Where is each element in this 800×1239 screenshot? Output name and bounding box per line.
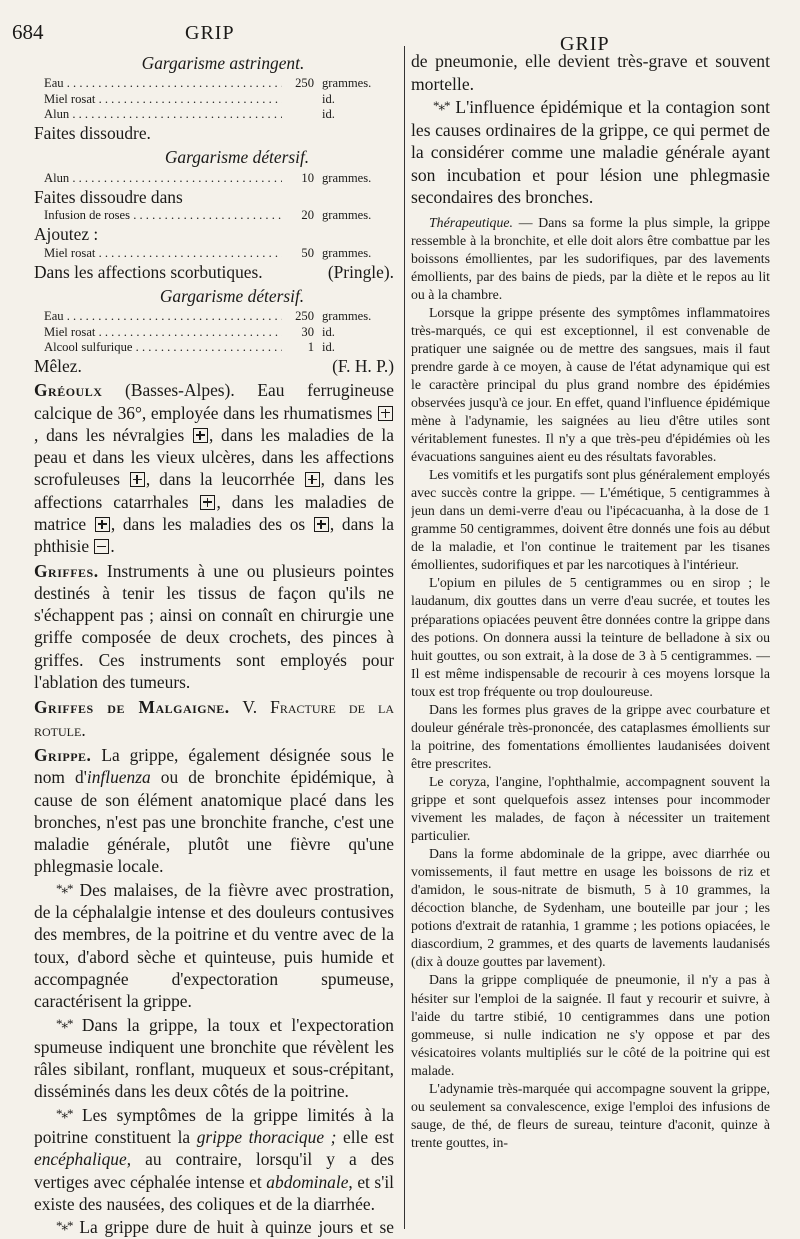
quantity: 250 — [295, 76, 314, 91]
quantity: 20 — [301, 208, 314, 222]
ingredient: Eau . . . — [44, 76, 282, 91]
paragraph: *⁎* La grippe dure de huit à quinze jours et se — [56, 1217, 394, 1238]
cross-reference: Fracture de la rotule. — [34, 697, 394, 740]
formula-row — [34, 92, 394, 107]
right-intro — [411, 50, 770, 209]
unit: grammes. — [322, 309, 372, 324]
paragraph: de pneumonie, elle devient très-grave et souvent mortelle. — [411, 51, 770, 94]
paragraph: Thérapeutique. — Dans sa forme la plus simple, la grippe ressemble à la bronchite, et elle doit alors être combattue par les boissons émollientes, par les sudorifiques, par des lavements émollients, par des bains de pieds, par la diète et le repos au lit ou à la chambre. — [411, 214, 770, 302]
section-label: Thérapeutique. — [429, 214, 513, 230]
quantity: 50 — [301, 245, 314, 260]
headword: Griffes. — [34, 560, 99, 581]
plus-box-icon — [95, 517, 110, 532]
unit: grammes. — [322, 170, 372, 185]
unit: grammes. — [322, 208, 372, 222]
plus-box-icon — [314, 517, 329, 532]
usage-note: Dans les affections scorbutiques. — [34, 261, 263, 282]
formula-row — [34, 171, 394, 186]
formula-row — [34, 325, 394, 340]
right-column — [411, 50, 770, 1152]
entry-grippe: Grippe. La grippe, également désignée sous le nom d'influenza ou de bronchite épidémique, à cause de son élément anatomique placé dans les bronches, n'est pas une bronchite franche, c'est une maladie générale, plutôt une fièvre qu'une phlegmasie locale. — [34, 744, 394, 877]
formula-title: Gargarisme détersif. — [159, 286, 305, 306]
left-column — [34, 50, 394, 1239]
ingredient: Alcool sulfurique . . . — [44, 340, 282, 355]
entry-greoulx: Gréoulx (Basses-Alpes). Eau ferrugineuse calcique de 36°, employée dans les rhumatismes , dans les névralgies , dans les maladies de la peau et dans les vieux ulcères, dans les affections scrofuleuses , dans la leucorrhée , dans les affections catarrhales , dans les maladies de matrice , dans les maladies des os , dans la phthisie . — [34, 380, 394, 557]
formula-row — [34, 107, 394, 122]
plus-box-icon — [378, 406, 393, 421]
asterism-icon: *⁎* — [56, 1218, 73, 1234]
column-divider — [404, 46, 405, 1229]
formula-row — [34, 76, 394, 91]
unit: id. — [322, 106, 335, 121]
formula-source: (F. H. P.) — [332, 355, 394, 376]
paragraph: Dans les formes plus graves de la grippe avec courbature et douleur générale très-prononcée, des cataplasmes émollients sur la poitrine, des fomentations émollientes laudanisées doivent être prescrites. — [411, 701, 770, 771]
paragraph: Dans la forme abdominale de la grippe, avec diarrhée ou vomissements, il faut mettre en usage les boissons de riz et d'amidon, le sous-nitrate de bismuth, 5 à 10 grammes, la décoction blanche, de Sydenham, une bouteille par jour ; les potions d'extrait de ratanhia, 1 gramme ; les potions opiacées, le diascordium, 2 grammes, et des quarts de lavements laudanisés (dix à douze gouttes par lavement). — [411, 846, 770, 970]
plus-box-icon — [305, 472, 320, 487]
quantity: 10 — [301, 170, 314, 185]
formula-instruction: Faites dissoudre dans — [34, 186, 183, 207]
asterism-icon: *⁎* — [433, 98, 450, 113]
formula-usage — [34, 261, 394, 283]
unit: id. — [322, 91, 335, 106]
headword: Grippe. — [34, 744, 92, 765]
plus-box-icon — [130, 472, 145, 487]
running-head-right: GRIP — [560, 33, 610, 55]
headword: Gréoulx — [34, 380, 103, 401]
quantity: 250 — [295, 309, 314, 324]
headword: Griffes de Malgaigne. — [34, 697, 230, 718]
ingredient: Miel rosat . . . — [44, 325, 282, 340]
ingredient: Alun . . . — [44, 171, 282, 186]
asterism-icon: *⁎* — [56, 1105, 73, 1121]
quantity: 1 — [307, 339, 314, 354]
paragraph: *⁎* L'influence épidémique et la contagion sont les causes ordinaires de la grippe, ce qui permet de la considérer comme une maladie générale ayant son incubation et pour lésion une phlegmasie secondaires des bronches. — [411, 97, 770, 207]
ingredient: Miel rosat . . . — [44, 92, 282, 107]
unit: id. — [322, 324, 335, 339]
quantity: 30 — [301, 324, 314, 339]
minus-box-icon — [94, 539, 109, 554]
formula-instruction: Faites dissoudre. — [34, 122, 151, 143]
plus-box-icon — [200, 495, 215, 510]
paragraph: Les vomitifs et les purgatifs sont plus généralement employés avec succès contre la grippe. — L'émétique, 5 centigrammes à jeun dans un demi-verre d'eau ou l'ipécacuanha, à la dose de 1 gramme 50 centigrammes, doivent être donnés une fois au début de la maladie, et l'on continue le traitement par les tisanes émollientes, sudorifiques et par les narcotiques à l'intérieur. — [411, 467, 770, 573]
unit: id. — [322, 339, 335, 354]
ingredient: Alun . . . — [44, 107, 282, 122]
unit: grammes. — [322, 76, 372, 91]
page-number: 684 — [12, 20, 44, 44]
formula-row — [34, 309, 394, 324]
paragraph: Lorsque la grippe présente des symptômes inflammatoires très-marqués, ce qui est exceptionnel, il est convenable de pratiquer une saignée ou de mettre des sangsues, mais il faut prendre garde à ce moyen, à cause de l'état adynamique qui est le caractère principal du plus grand nombre des épidémies observées jusqu'à ce jour. En effet, quand l'influence épidémique mène à l'adynamie, les saignées au lieu d'être utiles sont véritablement funestes. Il n'y a que très-peu d'épidémies où les évacuations sanguines aient eu des résultats favorables. — [411, 304, 770, 465]
paragraph: *⁎* Des malaises, de la fièvre avec prostration, de la céphalalgie intense et des douleurs contusives des membres, de la poitrine et du ventre avec de la toux, d'abord sèche et quinteuse, puis humide et accompagnée d'expectoration spumeuse, caractérisent la grippe. — [34, 879, 394, 1012]
formula-row — [34, 246, 394, 261]
ingredient: Eau . . . — [44, 309, 282, 324]
paragraph: Le coryza, l'angine, l'ophthalmie, accompagnent souvent la grippe et sont quelquefois assez intenses pour incommoder vivement les malades, de façon à nécessiter un traitement particulier. — [411, 773, 770, 844]
paragraph: Dans la grippe compliquée de pneumonie, il n'y a pas à hésiter sur l'emploi de la saignée. Il faut y recourir et suivre, à l'aide du tartre stibié, 10 centigrammes dans une potion gommeuse, si nulle indication ne s'y oppose et par des vésicatoires volants multipliés sur le côté de la poitrine qui est malade. — [411, 972, 770, 1078]
unit: grammes. — [322, 245, 372, 260]
therapeutics-section — [411, 214, 770, 1152]
plus-box-icon — [193, 428, 208, 443]
formula-title: Gargarisme détersif. — [164, 147, 310, 168]
formula-usage — [34, 355, 394, 377]
ingredient: Infusion de roses . . . — [44, 208, 282, 223]
formula-instruction: Mêlez. — [34, 355, 82, 376]
running-head-left: GRIP — [185, 22, 235, 44]
formula-row — [34, 208, 394, 223]
entry-griffes-malgaigne: Griffes de Malgaigne. V. Fracture de la rotule. — [34, 697, 394, 740]
asterism-icon: *⁎* — [56, 1015, 73, 1031]
ingredient: Miel rosat . . . — [44, 246, 282, 261]
formula-row — [34, 340, 394, 355]
paragraph: *⁎* Dans la grippe, la toux et l'expectoration spumeuse indiquent une bronchite que révèlent les râles sibilant, ronflant, muqueux et sous-crépitant, disséminés dans les deux côtés de la poitrine. — [34, 1014, 394, 1102]
asterism-icon: *⁎* — [56, 880, 73, 896]
entry-griffes: Griffes. Instruments à une ou plusieurs pointes destinés à tenir les tissus de façon qu'ils ne s'échappent pas ; ainsi on connaît en chirurgie une griffe composée de deux crochets, des pinces à griffes. Ces instruments sont employés pour l'ablation des tumeurs. — [34, 560, 394, 693]
formula-source: (Pringle). — [327, 261, 394, 282]
paragraph: *⁎* Les symptômes de la grippe limités à la poitrine constituent la grippe thoracique ; elle est encéphalique, au contraire, lorsqu'il y a des vertiges avec céphalée intense et abdominale, et s'il existe des nausées, des coliques et de la diarrhée. — [34, 1104, 394, 1214]
paragraph: L'opium en pilules de 5 centigrammes ou en sirop ; le laudanum, dix gouttes dans un verre d'eau sucrée, et toutes les préparations opiacées peuvent être données contre la grippe dans des potions. On donnera aussi la teinture de belladone à six ou huit gouttes, ou son extrait, à la dose de 3 à 5 centigrammes. — Il est même indispensable de recourir à ces moyens lorsque la toux est trop fréquente ou trop douloureuse. — [411, 575, 770, 699]
formula-title: Gargarisme astringent. — [141, 53, 305, 73]
paragraph: L'adynamie très-marquée qui accompagne souvent la grippe, ou seulement sa convalescence, exige l'emploi des infusions de sauge, de thé, de fleurs de sureau, teinture d'aconit, quinze à trente gouttes, in- — [411, 1080, 770, 1150]
page-header — [0, 0, 800, 55]
formula-instruction: Ajoutez : — [34, 224, 99, 245]
